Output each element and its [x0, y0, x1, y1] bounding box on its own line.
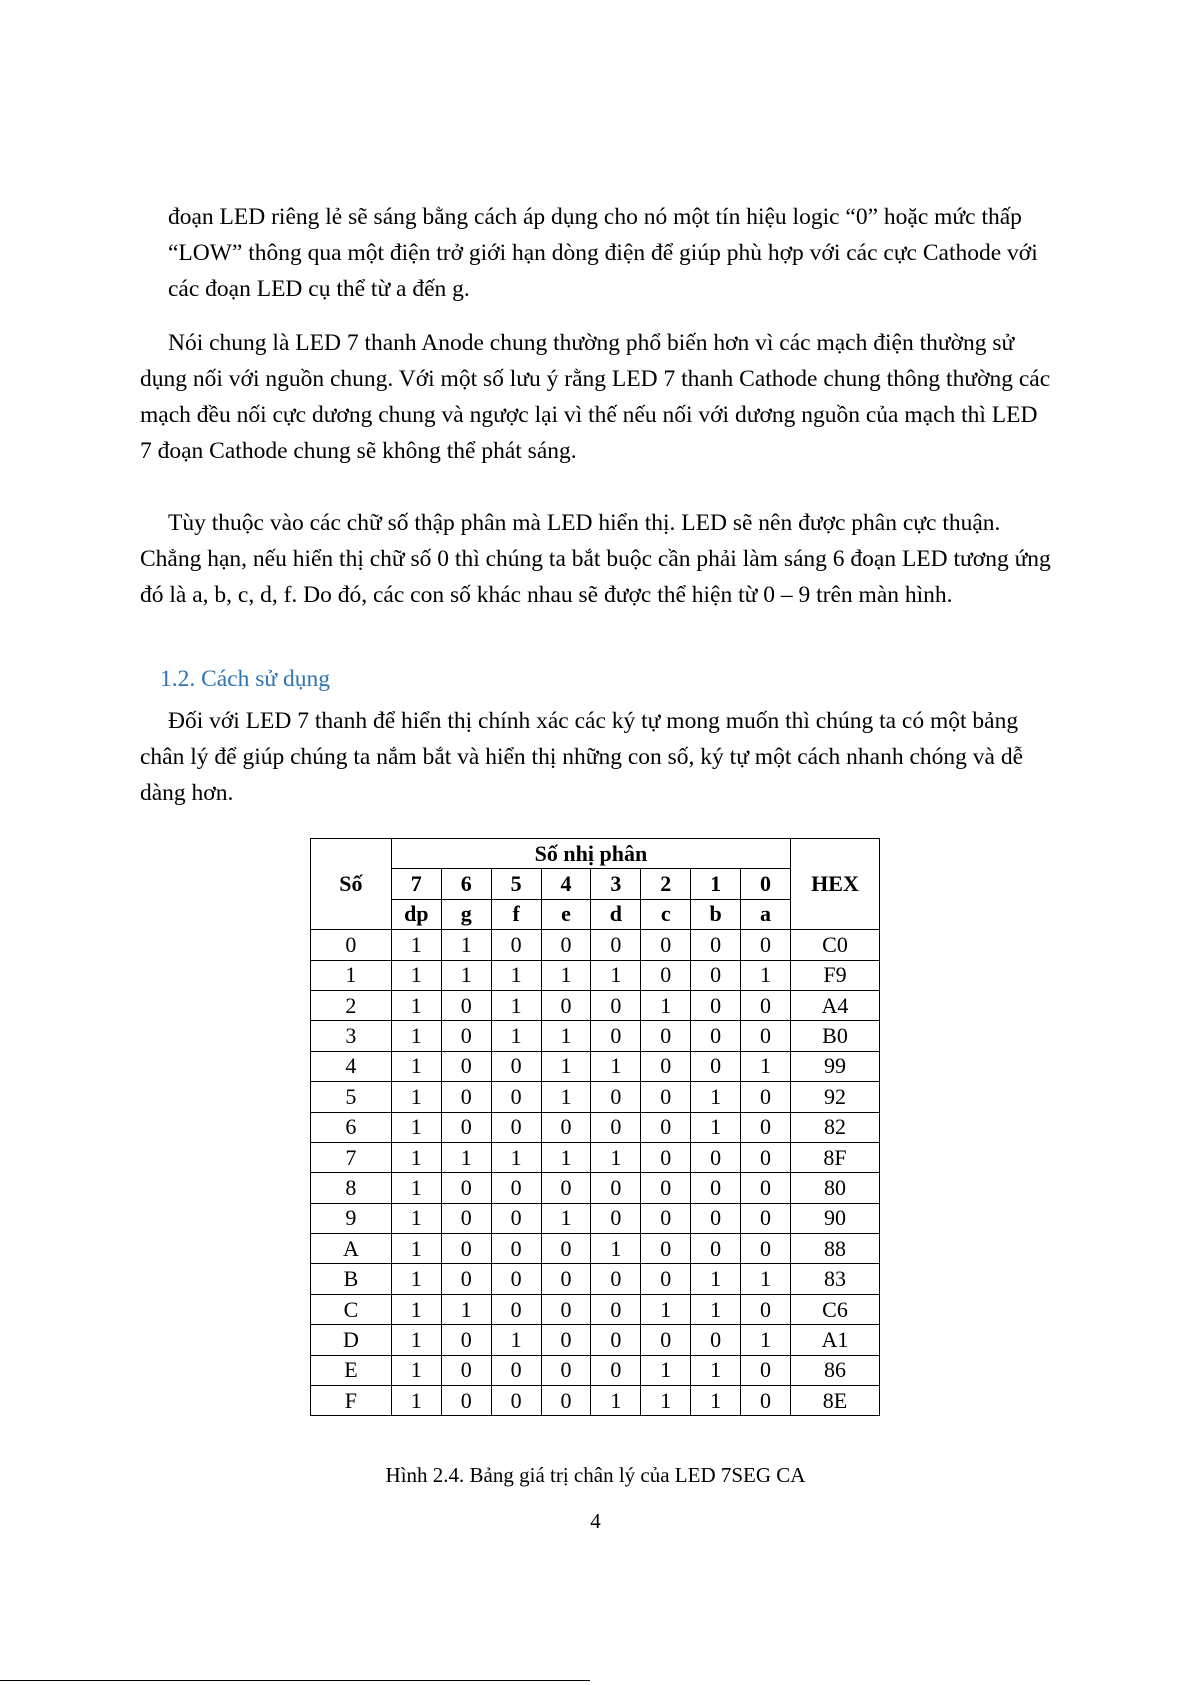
bit-cell: 1: [391, 960, 441, 990]
table-row: [311, 1021, 880, 1051]
bit-cell: 0: [741, 1386, 791, 1416]
bit-cell: 0: [691, 1325, 741, 1355]
row-number-cell: 7: [311, 1142, 392, 1172]
bit-cell: 1: [641, 1355, 691, 1385]
bit-cell: 0: [491, 1051, 541, 1081]
bit-cell: 0: [741, 1234, 791, 1264]
bit-cell: 0: [591, 990, 641, 1020]
header-segment: d: [591, 899, 641, 929]
hex-cell: 8E: [791, 1386, 880, 1416]
hex-cell: 82: [791, 1112, 880, 1142]
bit-cell: 1: [391, 1203, 441, 1233]
bit-cell: 1: [591, 1386, 641, 1416]
table-row: [311, 1386, 880, 1416]
bit-cell: 0: [441, 1234, 491, 1264]
bit-cell: 1: [391, 1294, 441, 1324]
bit-cell: 0: [641, 930, 691, 960]
header-segment: f: [491, 899, 541, 929]
table-row: [311, 1112, 880, 1142]
paragraph-usage: Đối với LED 7 thanh để hiển thị chính xác các ký tự mong muốn thì chúng ta có một bảng chân lý để giúp chúng ta nắm bắt và hiển thị những con số, ký tự một cách nhanh chóng và dễ dàng hơn.: [140, 708, 1024, 806]
paragraph-decimal-digits: Tùy thuộc vào các chữ số thập phân mà LED hiển thị. LED sẽ nên được phân cực thuận. Chẳng hạn, nếu hiển thị chữ số 0 thì chúng ta bắt buộc cần phải làm sáng 6 đoạn LED tương ứng đó là a, b, c, d, f. Do đó, các con số khác nhau sẽ được thể hiện từ 0 – 9 trên màn hình.: [140, 510, 1051, 608]
bit-cell: 1: [741, 1325, 791, 1355]
bit-cell: 0: [541, 990, 591, 1020]
bit-cell: 1: [541, 1082, 591, 1112]
bit-cell: 1: [391, 1173, 441, 1203]
paragraph-common-anode: Nói chung là LED 7 thanh Anode chung thường phổ biến hơn vì các mạch điện thường sử dụng nối với nguồn chung. Với một số lưu ý rằng LED 7 thanh Cathode chung thông thường các mạch đều nối cực dương chung và ngược lại vì thế nếu nối với dương nguồn của mạch thì LED 7 đoạn Cathode chung sẽ không thể phát sáng.: [140, 330, 1051, 464]
bit-cell: 0: [541, 930, 591, 960]
bit-cell: 1: [591, 960, 641, 990]
hex-cell: A4: [791, 990, 880, 1020]
bit-cell: 1: [491, 1325, 541, 1355]
table-row: [311, 1142, 880, 1172]
bit-cell: 1: [391, 1386, 441, 1416]
bit-cell: 1: [491, 960, 541, 990]
hex-cell: 90: [791, 1203, 880, 1233]
bit-cell: 0: [441, 1203, 491, 1233]
bit-cell: 0: [741, 1082, 791, 1112]
row-number-cell: 1: [311, 960, 392, 990]
header-segment: a: [741, 899, 791, 929]
row-number-cell: E: [311, 1355, 392, 1385]
bit-cell: 1: [491, 990, 541, 1020]
bit-cell: 0: [741, 1294, 791, 1324]
bit-cell: 1: [541, 1051, 591, 1081]
bit-cell: 0: [441, 1325, 491, 1355]
bit-cell: 0: [491, 1234, 541, 1264]
bit-cell: 0: [641, 1234, 691, 1264]
bit-cell: 0: [741, 1203, 791, 1233]
hex-cell: 83: [791, 1264, 880, 1294]
bit-cell: 0: [691, 1142, 741, 1172]
table-body: [311, 930, 880, 1416]
bit-cell: 1: [391, 990, 441, 1020]
bit-cell: 1: [391, 930, 441, 960]
bit-cell: 1: [691, 1112, 741, 1142]
bit-cell: 0: [541, 1325, 591, 1355]
bit-cell: 0: [741, 1173, 791, 1203]
header-segment: b: [691, 899, 741, 929]
row-number-cell: C: [311, 1294, 392, 1324]
bit-cell: 1: [741, 960, 791, 990]
bit-cell: 1: [491, 1021, 541, 1051]
bit-cell: 1: [541, 1021, 591, 1051]
row-number-cell: 5: [311, 1082, 392, 1112]
bit-cell: 0: [491, 1173, 541, 1203]
bit-cell: 0: [441, 1355, 491, 1385]
header-bit-number: 0: [741, 869, 791, 899]
bit-cell: 0: [641, 1264, 691, 1294]
hex-cell: F9: [791, 960, 880, 990]
row-number-cell: 8: [311, 1173, 392, 1203]
bit-cell: 1: [391, 1325, 441, 1355]
row-number-cell: 2: [311, 990, 392, 1020]
hex-cell: 92: [791, 1082, 880, 1112]
hex-cell: C0: [791, 930, 880, 960]
bit-cell: 0: [591, 1112, 641, 1142]
bit-cell: 0: [741, 1142, 791, 1172]
bit-cell: 0: [741, 1112, 791, 1142]
bit-cell: 1: [541, 1142, 591, 1172]
bit-cell: 0: [491, 1112, 541, 1142]
header-segment: e: [541, 899, 591, 929]
bit-cell: 0: [541, 1173, 591, 1203]
bit-cell: 1: [691, 1294, 741, 1324]
bit-cell: 0: [641, 1173, 691, 1203]
bit-cell: 0: [441, 1264, 491, 1294]
bit-cell: 0: [441, 1386, 491, 1416]
paragraph-continuation: đoạn LED riêng lẻ sẽ sáng bằng cách áp dụng cho nó một tín hiệu logic “0” hoặc mức thấp “LOW” thông qua một điện trở giới hạn dòng điện để giúp phù hợp với các cực Cathode với các đoạn LED cụ thể từ a đến g.: [168, 204, 1038, 302]
bit-cell: 0: [541, 1355, 591, 1385]
bit-cell: 0: [491, 1294, 541, 1324]
bit-cell: 1: [641, 1386, 691, 1416]
bit-cell: 1: [691, 1386, 741, 1416]
hex-cell: 8F: [791, 1142, 880, 1172]
bit-cell: 0: [741, 990, 791, 1020]
bit-cell: 0: [741, 1355, 791, 1385]
bit-cell: 0: [441, 1112, 491, 1142]
header-bit-number: 4: [541, 869, 591, 899]
table-row: [311, 1234, 880, 1264]
hex-cell: 80: [791, 1173, 880, 1203]
footer-divider: [0, 1680, 590, 1681]
table-row: [311, 1294, 880, 1324]
table-row: [311, 1264, 880, 1294]
truth-table: [310, 838, 880, 1416]
bit-cell: 0: [641, 1203, 691, 1233]
header-hex: HEX: [791, 839, 880, 930]
bit-cell: 1: [391, 1234, 441, 1264]
bit-cell: 0: [691, 1203, 741, 1233]
header-segment: g: [441, 899, 491, 929]
row-number-cell: 4: [311, 1051, 392, 1081]
bit-cell: 0: [541, 1294, 591, 1324]
bit-cell: 0: [491, 1355, 541, 1385]
header-bit-number: 6: [441, 869, 491, 899]
bit-cell: 1: [691, 1082, 741, 1112]
row-number-cell: A: [311, 1234, 392, 1264]
header-bit-number: 7: [391, 869, 441, 899]
table-row: [311, 960, 880, 990]
header-bit-number: 2: [641, 869, 691, 899]
header-bit-number: 3: [591, 869, 641, 899]
bit-cell: 1: [641, 990, 691, 1020]
hex-cell: C6: [791, 1294, 880, 1324]
bit-cell: 1: [591, 1142, 641, 1172]
row-number-cell: 3: [311, 1021, 392, 1051]
bit-cell: 0: [441, 990, 491, 1020]
table-row: [311, 1051, 880, 1081]
bit-cell: 0: [691, 990, 741, 1020]
bit-cell: 0: [441, 1173, 491, 1203]
bit-cell: 0: [741, 1021, 791, 1051]
row-number-cell: 6: [311, 1112, 392, 1142]
row-number-cell: D: [311, 1325, 392, 1355]
bit-cell: 1: [391, 1051, 441, 1081]
bit-cell: 0: [591, 1325, 641, 1355]
bit-cell: 0: [541, 1386, 591, 1416]
bit-cell: 0: [641, 1142, 691, 1172]
bit-cell: 1: [391, 1082, 441, 1112]
row-number-cell: 9: [311, 1203, 392, 1233]
bit-cell: 1: [391, 1021, 441, 1051]
bit-cell: 1: [391, 1264, 441, 1294]
table-row: [311, 1082, 880, 1112]
bit-cell: 0: [691, 1051, 741, 1081]
bit-cell: 0: [491, 1203, 541, 1233]
bit-cell: 1: [491, 1142, 541, 1172]
bit-cell: 1: [441, 1294, 491, 1324]
bit-cell: 0: [641, 1082, 691, 1112]
bit-cell: 1: [591, 1234, 641, 1264]
bit-cell: 0: [591, 1294, 641, 1324]
bit-cell: 1: [441, 930, 491, 960]
header-bit-number: 1: [691, 869, 741, 899]
bit-cell: 1: [441, 960, 491, 990]
bit-cell: 0: [691, 1173, 741, 1203]
bit-cell: 0: [491, 1082, 541, 1112]
table-row: [311, 1203, 880, 1233]
bit-cell: 0: [641, 960, 691, 990]
row-number-cell: 0: [311, 930, 392, 960]
bit-cell: 1: [741, 1051, 791, 1081]
bit-cell: 0: [441, 1051, 491, 1081]
bit-cell: 0: [441, 1021, 491, 1051]
header-segment: dp: [391, 899, 441, 929]
bit-cell: 0: [641, 1051, 691, 1081]
section-heading: 1.2. Cách sử dụng: [160, 666, 331, 692]
bit-cell: 0: [591, 1082, 641, 1112]
header-segment: c: [641, 899, 691, 929]
row-number-cell: F: [311, 1386, 392, 1416]
bit-cell: 0: [591, 1355, 641, 1385]
bit-cell: 0: [541, 1234, 591, 1264]
bit-cell: 0: [691, 960, 741, 990]
hex-cell: 99: [791, 1051, 880, 1081]
bit-cell: 0: [641, 1021, 691, 1051]
bit-cell: 1: [691, 1264, 741, 1294]
hex-cell: A1: [791, 1325, 880, 1355]
bit-cell: 0: [691, 1234, 741, 1264]
bit-cell: 0: [541, 1112, 591, 1142]
row-number-cell: B: [311, 1264, 392, 1294]
bit-cell: 0: [591, 1264, 641, 1294]
bit-cell: 1: [441, 1142, 491, 1172]
bit-cell: 1: [641, 1294, 691, 1324]
table-row: [311, 1325, 880, 1355]
bit-cell: 0: [691, 1021, 741, 1051]
bit-cell: 1: [691, 1355, 741, 1385]
hex-cell: 86: [791, 1355, 880, 1385]
table-row: [311, 1173, 880, 1203]
table-row: [311, 1355, 880, 1385]
bit-cell: 1: [591, 1051, 641, 1081]
bit-cell: 0: [591, 1203, 641, 1233]
bit-cell: 0: [441, 1082, 491, 1112]
header-number: Số: [311, 839, 392, 930]
hex-cell: 88: [791, 1234, 880, 1264]
bit-cell: 1: [541, 1203, 591, 1233]
bit-cell: 0: [491, 1264, 541, 1294]
bit-cell: 0: [641, 1325, 691, 1355]
header-bit-number: 5: [491, 869, 541, 899]
bit-cell: 0: [641, 1112, 691, 1142]
header-binary: Số nhị phân: [391, 839, 790, 869]
bit-cell: 0: [741, 930, 791, 960]
bit-cell: 0: [591, 930, 641, 960]
bit-cell: 1: [541, 960, 591, 990]
bit-cell: 1: [391, 1112, 441, 1142]
bit-cell: 0: [541, 1264, 591, 1294]
bit-cell: 0: [691, 930, 741, 960]
bit-cell: 0: [491, 930, 541, 960]
page-number: 4: [590, 1509, 601, 1533]
figure-caption: Hình 2.4. Bảng giá trị chân lý của LED 7SEG CA: [385, 1463, 806, 1487]
bit-cell: 0: [591, 1021, 641, 1051]
bit-cell: 0: [491, 1386, 541, 1416]
table-row: [311, 990, 880, 1020]
bit-cell: 0: [591, 1173, 641, 1203]
bit-cell: 1: [391, 1355, 441, 1385]
hex-cell: B0: [791, 1021, 880, 1051]
table-row: [311, 930, 880, 960]
bit-cell: 1: [391, 1142, 441, 1172]
bit-cell: 1: [741, 1264, 791, 1294]
